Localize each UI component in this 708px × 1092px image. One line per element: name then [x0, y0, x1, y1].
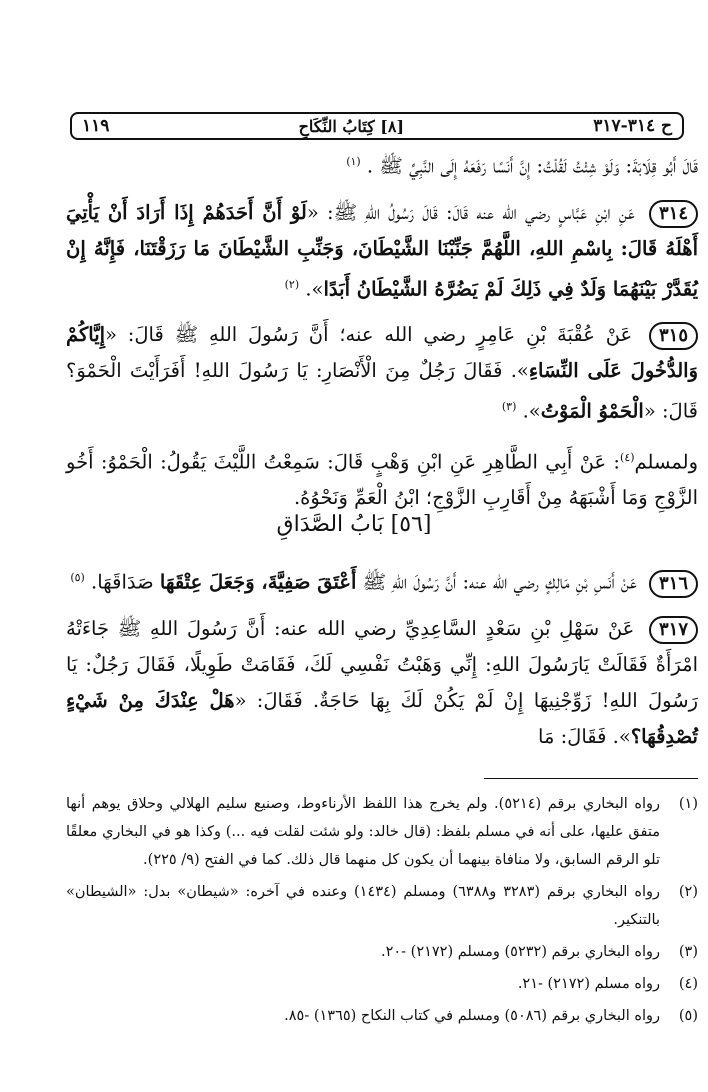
page-number: ١١٩: [82, 116, 110, 136]
footnote-text: رواه البخاري برقم (٣٢٨٣ و٦٣٨٨) ومسلم (١٤٣٤) وعنده في آخره: «شيطان» بدل: «الشيطان» بالتنكير.: [66, 884, 660, 928]
footnote-text: رواه البخاري برقم (٥٠٨٦) ومسلم في كتاب النكاح (١٣٦٥) -٨٥.: [284, 1008, 660, 1024]
quote-close: ». فَقَالَ: مَا: [538, 724, 631, 748]
muslim-addition: [66, 440, 698, 517]
footnote-text: رواه البخاري برقم (٥٢٣٢) ومسلم (٢١٧٢) -٢٠.: [380, 944, 660, 960]
footnote-divider: [484, 778, 698, 779]
footnote-text: رواه مسلم (٢١٧٢) -٢١.: [517, 976, 660, 992]
hadith-number: ٣١٧: [649, 616, 698, 644]
hadith-317: [66, 611, 698, 755]
prophetic-saying: الْحَمْوُ الْمَوْتُ: [540, 399, 644, 423]
footnote-ref: (٢): [284, 277, 300, 291]
quote-close: ».: [305, 277, 324, 300]
footnote-number: (٤): [678, 976, 698, 992]
chapter-heading: [٥٦] بَابُ الصَّدَاقِ: [276, 512, 432, 537]
footnote: [66, 938, 698, 966]
hadith-rest: صَدَاقَهَا.: [91, 570, 160, 594]
footnote: [66, 878, 698, 934]
prophetic-saying: هَلْ عِنْدَكَ مِنْ شَيْءٍ تُصْدِقُهَا؟: [66, 688, 698, 748]
page-header: [70, 112, 684, 140]
prophetic-saying: إِيَّاكُمْ وَالدُّخُولَ عَلَى النِّسَاءِ: [66, 323, 698, 382]
footnote-ref: (٥): [70, 571, 85, 584]
hadith-intro: عَنْ أَنَسِ بْنِ مَالِكٍ رضي الله عنه: أَنَّ رَسُولَ اللهِ ﷺ: [356, 570, 637, 594]
hadith-bold: أَعْتَقَ صَفِيَّةَ، وَجَعَلَ عِتْقَهَا: [159, 570, 357, 594]
book-title: [٨] كِتَابُ النِّكَاحِ: [298, 116, 405, 136]
footnote: [66, 790, 698, 874]
hadith-range: ح ٣١٤-٣١٧: [593, 116, 672, 136]
footnote: [66, 970, 698, 998]
hadith-313-tail: [66, 144, 698, 185]
hadith-number: ٣١٦: [649, 570, 698, 598]
hadith-number: ٣١٤: [649, 200, 698, 228]
main-text: [66, 144, 698, 526]
footnote-number: (٢): [678, 884, 698, 900]
quote-close: ».: [522, 399, 541, 423]
main-text-2: [66, 560, 698, 765]
addition-text: : عَنْ أَبِي الطَّاهِرِ عَنِ ابْنِ وَهْبٍ قَالَ: سَمِعْتُ اللَّيْثَ يَقُولُ: الْحَمْوُ: أَخُو الزَّوْجِ وَمَا أَشْبَهَهُ مِنْ أَقَارِبِ الزَّوْجِ؛ ابْنُ الْعَمِّ وَنَحْوُهُ.: [66, 450, 698, 509]
prophetic-saying: لَوْ أَنَّ أَحَدَهُمْ إِذَا أَرَادَ أَنْ يَأْتِيَ أَهْلَهُ قَالَ: بِاسْمِ اللهِ، اللَّهُمَّ جَنِّبْنَا الشَّيْطَانَ، وَجَنِّبِ الشَّيْطَانَ مَا رَزَقْتَنَا، فَإِنَّهُ إِنْ يُقَدَّرْ بَيْنَهُمَا وَلَدٌ فِي ذَلِكَ لَمْ يَضُرَّهُ الشَّيْطَانُ أَبَدًا: [66, 200, 698, 300]
hadith-intro: عَنْ عُقْبَةَ بْنِ عَامِرٍ رضي الله عنه؛ أَنَّ رَسُولَ اللهِ ﷺ قَالَ: «: [105, 323, 633, 346]
footnote-ref: (٣): [501, 400, 517, 413]
footnotes: [66, 790, 698, 1034]
addition-prefix: ولمسلم: [634, 450, 698, 473]
footnote-ref: (١): [346, 155, 361, 168]
hadith-middle: ». فَقَالَ رَجُلٌ مِنَ الْأَنْصَارِ: يَا رَسُولَ اللهِ! أَفَرَأَيْتَ الْحَمْوَ؟ قَالَ: «: [66, 359, 698, 423]
hadith-315: [66, 317, 698, 430]
hadith-text: قَالَ أَبُو قِلَابَةَ: وَلَوْ شِئْتُ لَقُلْتُ: إِنَّ أَنَسًا رَفَعَهُ إِلَى النَّبِيِّ ﷺ .: [366, 154, 698, 178]
hadith-intro: عَنِ ابْنِ عَبَّاسٍ رضي الله عنه قَالَ: قَالَ رَسُولُ اللهِ ﷺ: «: [306, 200, 635, 224]
footnote-ref: (٤): [620, 450, 635, 464]
hadith-intro: عَنْ سَهْلِ بْنِ سَعْدٍ السَّاعِدِيِّ رضي الله عنه: أَنَّ رَسُولَ اللهِ ﷺ جَاءَتْهُ امْرَأَةٌ فَقَالَتْ يَارَسُولَ اللهِ: إِنِّي وَهَبْتُ نَفْسِي لَكَ، فَقَامَتْ طَوِيلًا، فَقَالَ رَجُلٌ: يَا رَسُولَ اللهِ! زَوِّجْنِيهَا إِنْ لَمْ يَكُنْ لَكَ بِهَا حَاجَةٌ. فَقَالَ: «: [66, 616, 699, 712]
footnote-number: (٣): [678, 944, 698, 960]
hadith-316: [66, 560, 698, 601]
footnote-number: (١): [678, 796, 698, 812]
hadith-314: [66, 195, 698, 308]
footnote-text: رواه البخاري برقم (٥٢١٤). ولم يخرج هذا اللفظ الأرناءوط، وصنيع سليم الهلالي وحلاق يوهم أنها متفق عليها، على أنه في مسلم بلفظ: (قال خالد: ولو شئت لقلت فيه ...) وكذا هو في البخاري معلقًا تلو الرقم السابق، ولا منافاة بينهما أن يكون كل منهما قال ذلك. كما في الفتح (٩/ ٢٢٥).: [66, 796, 660, 868]
footnote-number: (٥): [678, 1008, 698, 1024]
footnote: [66, 1002, 698, 1030]
hadith-number: ٣١٥: [649, 322, 698, 350]
